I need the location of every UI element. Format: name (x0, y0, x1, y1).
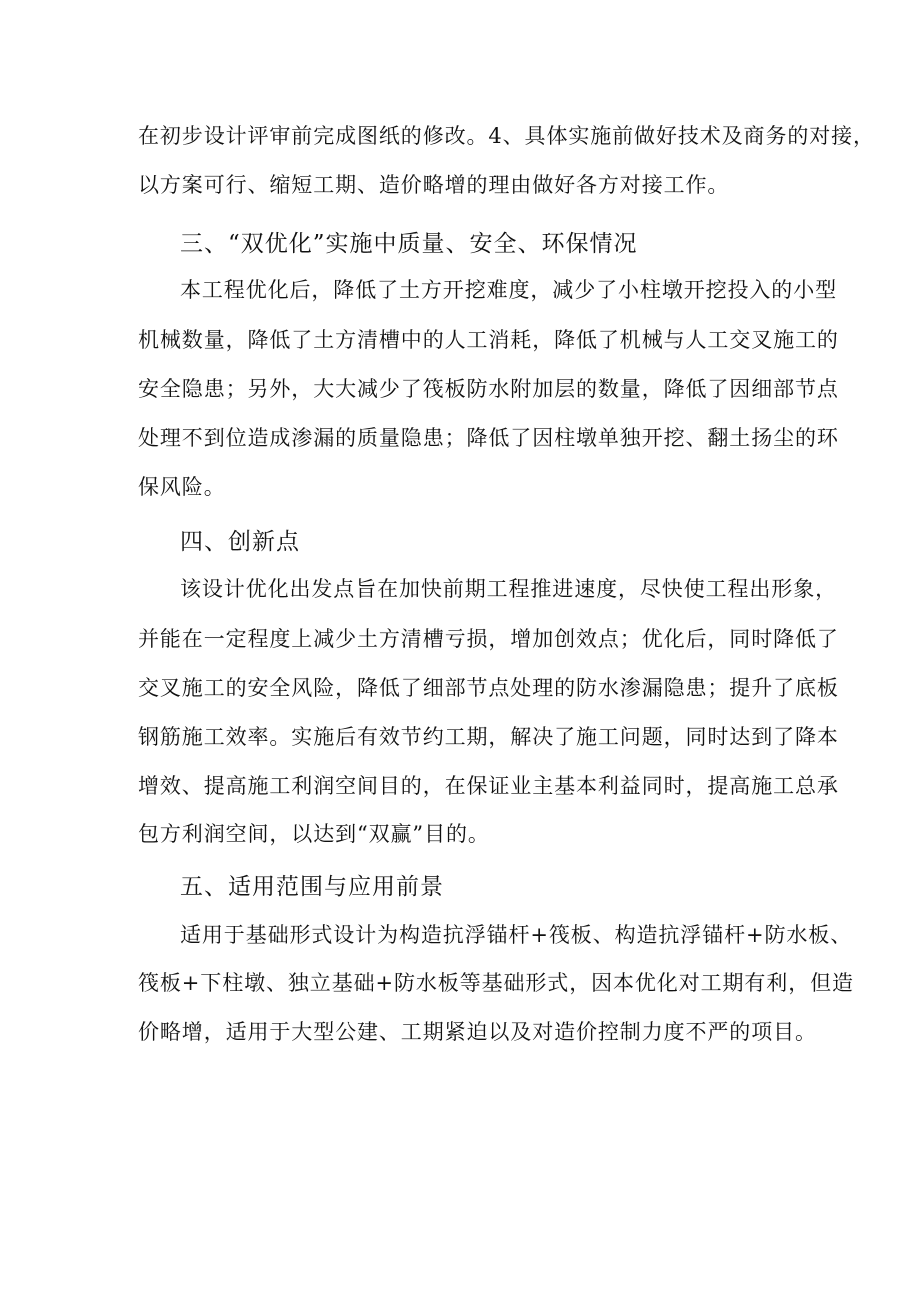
section-3-line-1: 本工程优化后，降低了土方开挖难度，减少了小柱墩开挖投入的小型 (180, 278, 837, 302)
section-4-line-4: 钢筋施工效率。实施后有效节约工期，解决了施工问题，同时达到了降本 (138, 725, 839, 749)
section-4-heading: 四、创新点 (180, 529, 300, 555)
intro-line-1: 在初步设计评审前完成图纸的修改。4、具体实施前做好技术及商务的对接， (138, 124, 875, 148)
section-3-line-4: 处理不到位造成渗漏的质量隐患；降低了因柱墩单独开挖、翻土扬尘的环 (138, 426, 839, 450)
section-4-line-1: 该设计优化出发点旨在加快前期工程推进速度，尽快使工程出形象， (180, 577, 837, 601)
section-4-line-2: 并能在一定程度上减少土方清槽亏损，增加创效点；优化后，同时降低了 (138, 627, 839, 651)
section-4-line-5: 增效、提高施工利润空间目的，在保证业主基本利益同时，提高施工总承 (138, 774, 839, 798)
section-5-heading: 五、适用范围与应用前景 (180, 874, 444, 900)
intro-line-2: 以方案可行、缩短工期、造价略增的理由做好各方对接工作。 (138, 173, 730, 197)
section-5-line-3: 价略增，适用于大型公建、工期紧迫以及对造价控制力度不严的项目。 (138, 1020, 817, 1044)
section-5-line-2: 筏板+下柱墩、独立基础+防水板等基础形式，因本优化对工期有利，但造 (138, 971, 854, 995)
section-3-line-3: 安全隐患；另外，大大减少了筏板防水附加层的数量，降低了因细部节点 (138, 377, 839, 401)
section-4-line-6: 包方利润空间，以达到“双赢”目的。 (138, 822, 490, 846)
section-3-line-5: 保风险。 (138, 475, 226, 499)
section-3-line-2: 机械数量，降低了土方清槽中的人工消耗，降低了机械与人工交叉施工的 (138, 328, 839, 352)
section-5-line-1: 适用于基础形式设计为构造抗浮锚杆+筏板、构造抗浮锚杆+防水板、 (180, 923, 853, 947)
section-4-line-3: 交叉施工的安全风险，降低了细部节点处理的防水渗漏隐患；提升了底板 (138, 676, 839, 700)
section-3-heading: 三、“双优化”实施中质量、安全、环保情况 (180, 231, 638, 257)
